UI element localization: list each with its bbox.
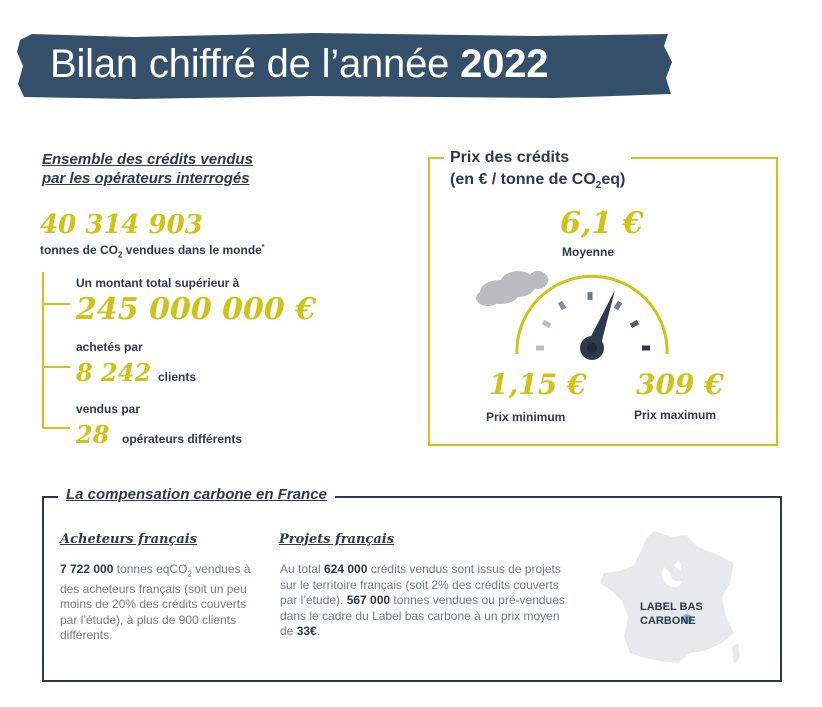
- clients-value: 8 242: [76, 358, 152, 387]
- french-projects-text: Au total 624 000 crédits vendus sont issus de projets sur le territoire français (soit 2% des crédits couverts par l’étude). 567 000 tonnes vendues ou pré-vendues dans le cadre du Label bas carbone à un prix moyen de 33€.: [280, 562, 565, 638]
- page-title: Bilan chiffré de l’année 2022: [50, 42, 549, 86]
- tonnes-sold-label: tonnes de $CO_2$ vendues dans le monde*: [40, 243, 265, 260]
- operators-value: 28: [76, 420, 110, 449]
- sold-credits-heading: Ensemble des crédits vendus par les opérateurs interrogés: [42, 151, 253, 187]
- bracket-tick-3: [42, 427, 70, 429]
- max-price-value: 309 €: [636, 368, 724, 401]
- max-price-label: Prix maximum: [634, 408, 717, 422]
- bracket-tick-2: [42, 366, 70, 368]
- min-price-value: 1,15 €: [489, 368, 587, 401]
- bracket-tick-1: [42, 303, 70, 305]
- bracket-vertical: [42, 272, 44, 428]
- clients-label: clients: [158, 370, 197, 384]
- french-buyers-title: Acheteurs français: [60, 532, 198, 547]
- operators-intro: vendus par: [76, 402, 141, 416]
- clients-intro: achetés par: [76, 340, 143, 354]
- label-bas-carbone-logo-text: LABEL BAS CARBONE: [640, 601, 703, 627]
- average-price-label: Moyenne: [562, 245, 615, 259]
- french-buyers-text: 7 722 000 tonnes eqCO$_2$ vendues à des acheteurs français (soit un peu moins de 20% des crédits couverts par l’étude), à plus de 900 clients différents.: [60, 562, 251, 643]
- gauge-icon: [470, 262, 680, 372]
- french-projects-title: Projets français: [279, 532, 395, 547]
- min-price-label: Prix minimum: [486, 410, 566, 424]
- price-box-title: Prix des crédits (en € / tonne de $CO_2eq$): [444, 147, 631, 197]
- operators-label: opérateurs différents: [122, 432, 243, 446]
- france-box-title: La compensation carbone en France: [58, 486, 335, 503]
- amount-value: 245 000 000 €: [76, 292, 317, 327]
- average-price-value: 6,1 €: [560, 206, 644, 241]
- tonnes-sold-value: 40 314 903: [40, 210, 203, 240]
- amount-label: Un montant total supérieur à: [76, 276, 240, 290]
